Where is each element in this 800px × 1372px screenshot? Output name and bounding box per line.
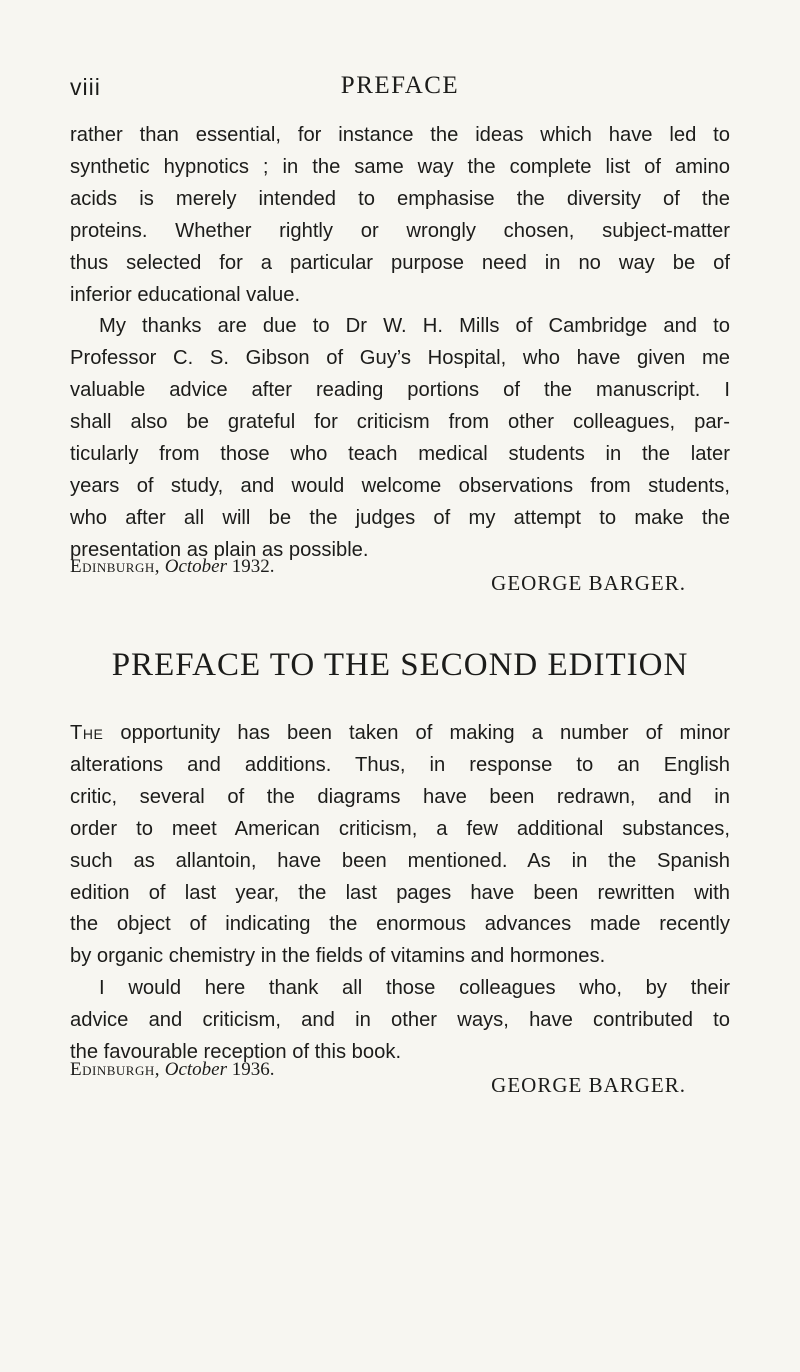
text-line: the favourable reception of this book. — [70, 1041, 402, 1064]
dateline-city: Edinburgh, — [70, 1059, 160, 1080]
lead-word: The — [70, 722, 104, 744]
second-preface-dateline — [70, 1056, 730, 1084]
text-line: My thanks are due to Dr W. H. Mills of Cambridge and to — [99, 315, 730, 338]
dateline-month: October — [164, 1059, 227, 1080]
text-line: acids is merely intended to emphasise the diversity of the — [70, 187, 730, 210]
text-line: valuable advice after reading portions of the manuscript. I — [70, 379, 730, 402]
text-line: critic, several of the diagrams have been redrawn, and in — [70, 785, 730, 808]
text-line: synthetic hypnotics ; in the same way the complete list of amino — [70, 155, 730, 178]
author-signature: GEORGE BARGER. — [491, 570, 686, 595]
text-line: proteins. Whether rightly or wrongly chosen, subject-matter — [70, 219, 730, 242]
author-signature: GEORGE BARGER. — [491, 1072, 686, 1097]
text-line: the object of indicating the enormous advances made recently — [70, 913, 730, 936]
text-line: such as allantoin, have been mentioned. As in the Spanish — [70, 849, 730, 872]
text-line: who after all will be the judges of my attempt to make the — [70, 506, 730, 529]
running-head — [70, 72, 730, 112]
text-line: order to meet American criticism, a few additional substances, — [70, 817, 730, 840]
text-line: presentation as plain as possible. — [70, 538, 369, 561]
dateline-month: October — [164, 556, 227, 577]
text-line: shall also be grateful for criticism from other colleagues, par- — [70, 411, 730, 434]
first-preface-dateline — [70, 553, 730, 581]
dateline-city: Edinburgh, — [70, 556, 160, 577]
text-line: I would here thank all those colleagues who, by their — [99, 977, 730, 1000]
first-line-rest: opportunity has been taken of making a number of minor — [120, 722, 730, 744]
section-heading: PREFACE TO THE SECOND EDITION — [111, 647, 689, 683]
second-preface-paragraph-2 — [70, 973, 730, 1069]
text-line: by organic chemistry in the fields of vitamins and hormones. — [70, 945, 606, 968]
book-page — [70, 0, 730, 1372]
first-preface-paragraph-2 — [70, 311, 730, 566]
dateline-year: 1932. — [231, 556, 275, 577]
text-line: years of study, and would welcome observations from students, — [70, 474, 730, 497]
text-line: rather than essential, for instance the ideas which have led to — [70, 124, 730, 146]
text-line: inferior educational value. — [70, 283, 301, 306]
text-line: Professor C. S. Gibson of Guy’s Hospital, who have given me — [70, 347, 730, 370]
running-title: PREFACE — [340, 72, 460, 99]
text-line: alterations and additions. Thus, in response to an English — [70, 753, 730, 776]
second-preface-paragraph-1 — [70, 718, 730, 973]
text-line: ticularly from those who teach medical students in the later — [70, 443, 730, 466]
dateline-year: 1936. — [231, 1059, 275, 1080]
first-preface-paragraph-1 — [70, 120, 730, 311]
text-line: advice and criticism, and in other ways, have contributed to — [70, 1009, 730, 1032]
text-line: thus selected for a particular purpose need in no way be of — [70, 251, 730, 274]
second-preface-section — [70, 718, 730, 1101]
text-line — [70, 718, 730, 750]
first-preface-section — [70, 120, 730, 599]
text-line: edition of last year, the last pages have been rewritten with — [70, 881, 730, 904]
page-number: viii — [70, 74, 101, 100]
